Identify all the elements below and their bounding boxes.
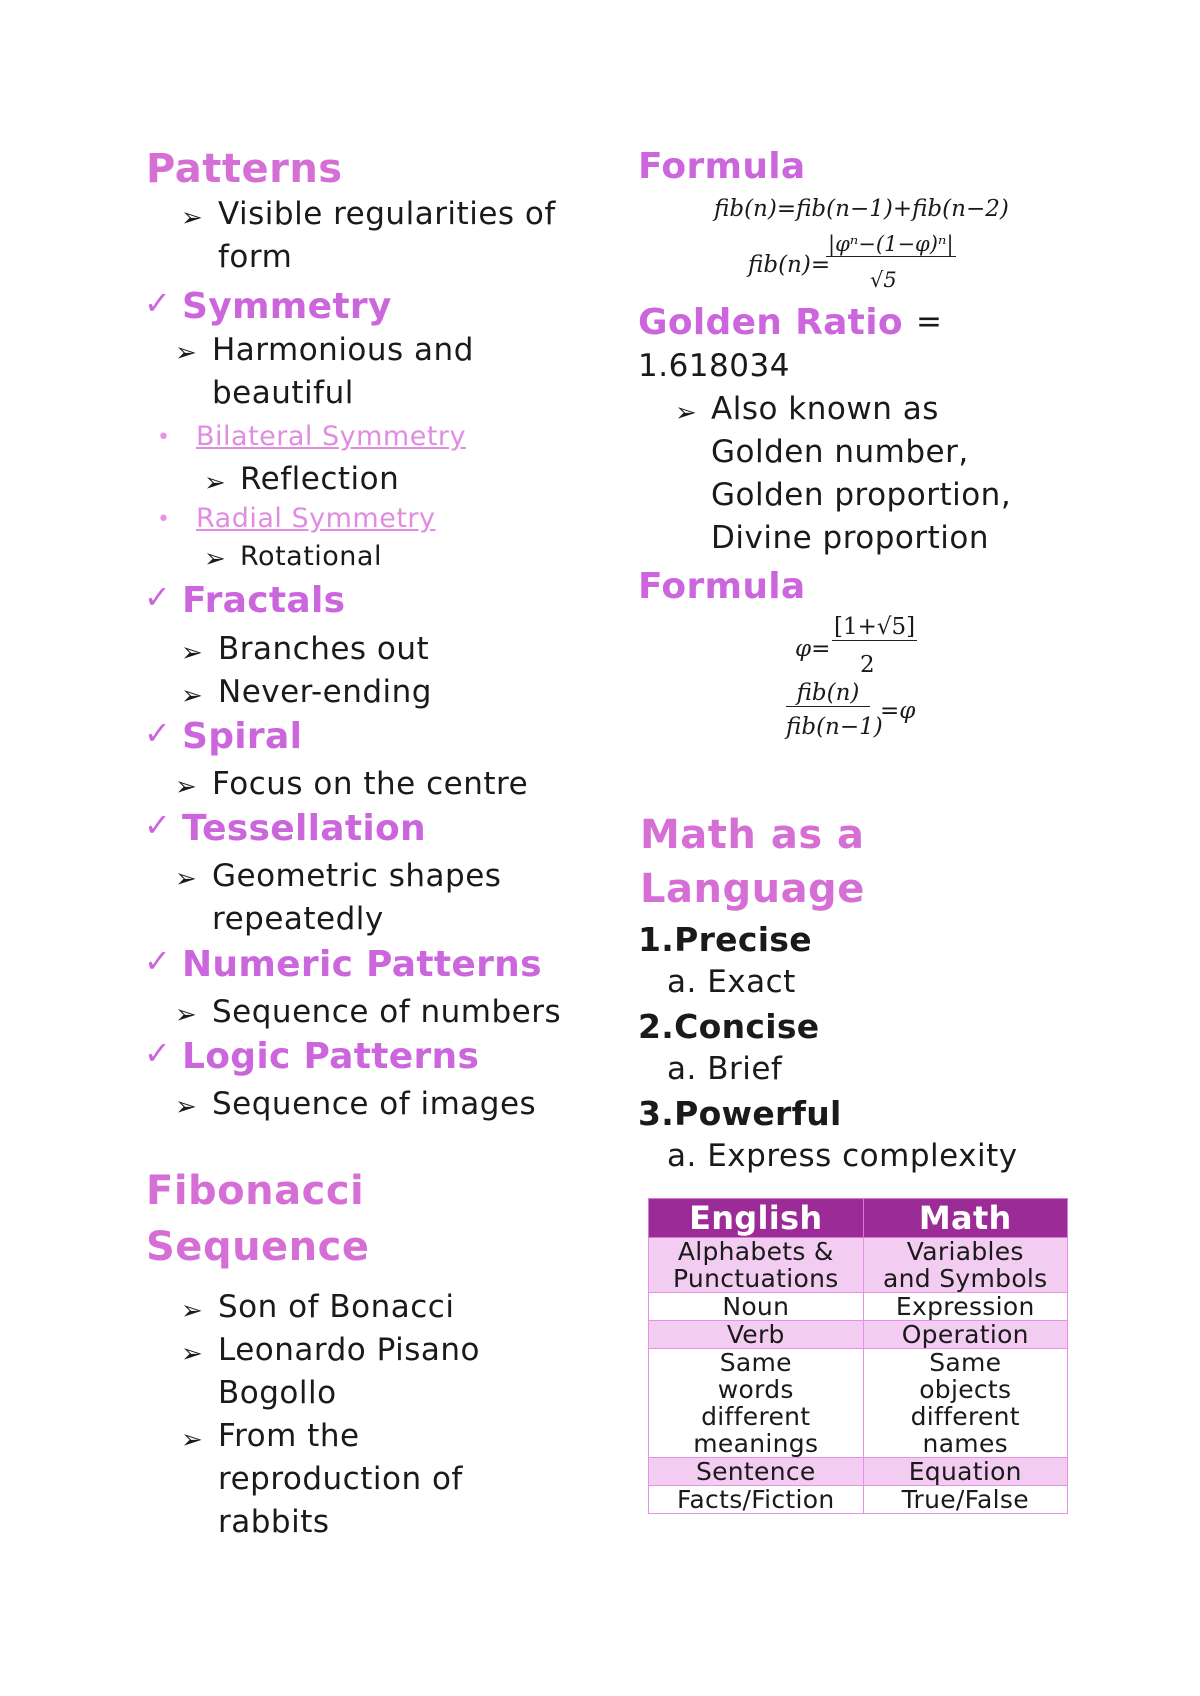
logic-patterns-heading: Logic Patterns bbox=[182, 1036, 480, 1077]
rotational-text: Rotational bbox=[240, 541, 382, 572]
golden-ratio-alias-4: Divine proportion bbox=[711, 520, 989, 556]
fractals-heading: Fractals bbox=[182, 580, 346, 621]
spiral-item-1: Focus on the centre bbox=[212, 766, 529, 802]
binet-formula-denominator: √5 bbox=[870, 268, 897, 292]
table-header-english: English bbox=[649, 1199, 864, 1238]
golden-ratio-alias-3: Golden proportion, bbox=[711, 477, 1012, 513]
arrow-bullet-icon: ➢ bbox=[175, 1000, 197, 1030]
binet-formula-lhs: fib(n)= bbox=[748, 252, 831, 278]
math-language-heading-line-1: Math as a bbox=[640, 812, 865, 858]
english-math-comparison-table bbox=[648, 1198, 1068, 1514]
table-header-math: Math bbox=[863, 1199, 1067, 1238]
table-cell: True/False bbox=[863, 1486, 1067, 1514]
ratio-formula-denominator: fib(n−1) bbox=[786, 714, 883, 740]
arrow-bullet-icon: ➢ bbox=[181, 1296, 203, 1326]
reflection-text: Reflection bbox=[240, 461, 400, 497]
fibonacci-item-3-cont-2: rabbits bbox=[218, 1504, 330, 1540]
arrow-bullet-icon: ➢ bbox=[181, 638, 203, 668]
ratio-formula-numerator: fib(n) bbox=[786, 680, 870, 707]
table-header-row bbox=[649, 1199, 1068, 1238]
tessellation-line-1: Geometric shapes bbox=[212, 858, 502, 894]
table-cell: Same objects different names bbox=[863, 1349, 1067, 1458]
table-row bbox=[649, 1458, 1068, 1486]
language-point-2: 2.Concise bbox=[638, 1007, 820, 1046]
table-cell: Operation bbox=[863, 1321, 1067, 1349]
arrow-bullet-icon: ➢ bbox=[181, 1339, 203, 1369]
fibonacci-heading-line-2: Sequence bbox=[146, 1224, 370, 1270]
table-cell: Variables and Symbols bbox=[863, 1238, 1067, 1293]
bilateral-symmetry-link[interactable]: Bilateral Symmetry bbox=[196, 421, 466, 452]
check-icon: ✓ bbox=[144, 942, 171, 980]
phi-formula-numerator: [1+√5] bbox=[834, 614, 916, 640]
table-row bbox=[649, 1238, 1068, 1293]
table-cell: Noun bbox=[649, 1293, 864, 1321]
numeric-item-1: Sequence of numbers bbox=[212, 994, 562, 1030]
patterns-line-2: form bbox=[218, 239, 293, 275]
table-row bbox=[649, 1486, 1068, 1514]
check-icon: ✓ bbox=[144, 714, 171, 752]
radial-symmetry-link[interactable]: Radial Symmetry bbox=[196, 503, 436, 534]
check-icon: ✓ bbox=[144, 284, 171, 322]
symmetry-heading: Symmetry bbox=[182, 286, 392, 327]
tessellation-heading: Tessellation bbox=[182, 808, 426, 849]
golden-ratio-heading: Golden Ratio bbox=[638, 302, 903, 343]
patterns-line-1: Visible regularities of bbox=[218, 196, 556, 232]
fibonacci-recurrence-formula: fib(n)=fib(n−1)+fib(n−2) bbox=[714, 196, 1009, 222]
formula-heading-1: Formula bbox=[638, 146, 806, 187]
table-cell: Sentence bbox=[649, 1458, 864, 1486]
fibonacci-item-2-cont: Bogollo bbox=[218, 1375, 337, 1411]
check-icon: ✓ bbox=[144, 1034, 171, 1072]
table-row bbox=[649, 1321, 1068, 1349]
golden-ratio-alias-1: Also known as bbox=[711, 391, 939, 427]
language-point-1: 1.Precise bbox=[638, 920, 812, 959]
fibonacci-item-3: From the bbox=[218, 1418, 360, 1454]
check-icon: ✓ bbox=[144, 806, 171, 844]
table-row bbox=[649, 1349, 1068, 1458]
bullet-dot-icon: • bbox=[157, 425, 170, 450]
fibonacci-item-3-cont-1: reproduction of bbox=[218, 1461, 463, 1497]
table-cell: Verb bbox=[649, 1321, 864, 1349]
fibonacci-item-2: Leonardo Pisano bbox=[218, 1332, 480, 1368]
fibonacci-heading-line-1: Fibonacci bbox=[146, 1168, 365, 1214]
arrow-bullet-icon: ➢ bbox=[181, 681, 203, 711]
logic-item-1: Sequence of images bbox=[212, 1086, 537, 1122]
table-cell: Same words different meanings bbox=[649, 1349, 864, 1458]
patterns-heading: Patterns bbox=[146, 146, 343, 192]
formula-heading-2: Formula bbox=[638, 566, 806, 607]
arrow-bullet-icon: ➢ bbox=[204, 468, 226, 498]
language-point-2-sub: a. Brief bbox=[667, 1051, 783, 1087]
fractals-item-2: Never-ending bbox=[218, 674, 432, 710]
math-language-heading-line-2: Language bbox=[640, 866, 865, 912]
table-cell: Equation bbox=[863, 1458, 1067, 1486]
golden-ratio-alias-2: Golden number, bbox=[711, 434, 969, 470]
symmetry-line-2: beautiful bbox=[212, 375, 354, 411]
arrow-bullet-icon: ➢ bbox=[675, 398, 697, 428]
arrow-bullet-icon: ➢ bbox=[175, 1092, 197, 1122]
arrow-bullet-icon: ➢ bbox=[204, 544, 226, 574]
language-point-3-sub: a. Express complexity bbox=[667, 1138, 1018, 1174]
arrow-bullet-icon: ➢ bbox=[181, 1425, 203, 1455]
phi-formula-lhs: φ= bbox=[795, 636, 831, 662]
binet-formula-numerator: |φⁿ−(1−φ)ⁿ| bbox=[828, 232, 954, 256]
tessellation-line-2: repeatedly bbox=[212, 901, 384, 937]
arrow-bullet-icon: ➢ bbox=[175, 338, 197, 368]
table-cell: Alphabets & Punctuations bbox=[649, 1238, 864, 1293]
check-icon: ✓ bbox=[144, 578, 171, 616]
language-point-1-sub: a. Exact bbox=[667, 964, 796, 1000]
table-cell: Facts/Fiction bbox=[649, 1486, 864, 1514]
bullet-dot-icon: • bbox=[157, 507, 170, 532]
table-row bbox=[649, 1293, 1068, 1321]
arrow-bullet-icon: ➢ bbox=[175, 772, 197, 802]
phi-formula-denominator: 2 bbox=[860, 652, 875, 678]
table-cell: Expression bbox=[863, 1293, 1067, 1321]
language-point-3: 3.Powerful bbox=[638, 1094, 842, 1133]
ratio-formula-rhs: =φ bbox=[880, 698, 916, 724]
spiral-heading: Spiral bbox=[182, 716, 303, 757]
fibonacci-item-1: Son of Bonacci bbox=[218, 1289, 455, 1325]
numeric-patterns-heading: Numeric Patterns bbox=[182, 944, 542, 985]
golden-ratio-value: 1.618034 bbox=[638, 348, 790, 384]
golden-ratio-equals: = bbox=[916, 304, 943, 340]
arrow-bullet-icon: ➢ bbox=[181, 203, 203, 233]
symmetry-line-1: Harmonious and bbox=[212, 332, 474, 368]
arrow-bullet-icon: ➢ bbox=[175, 864, 197, 894]
fractals-item-1: Branches out bbox=[218, 631, 430, 667]
